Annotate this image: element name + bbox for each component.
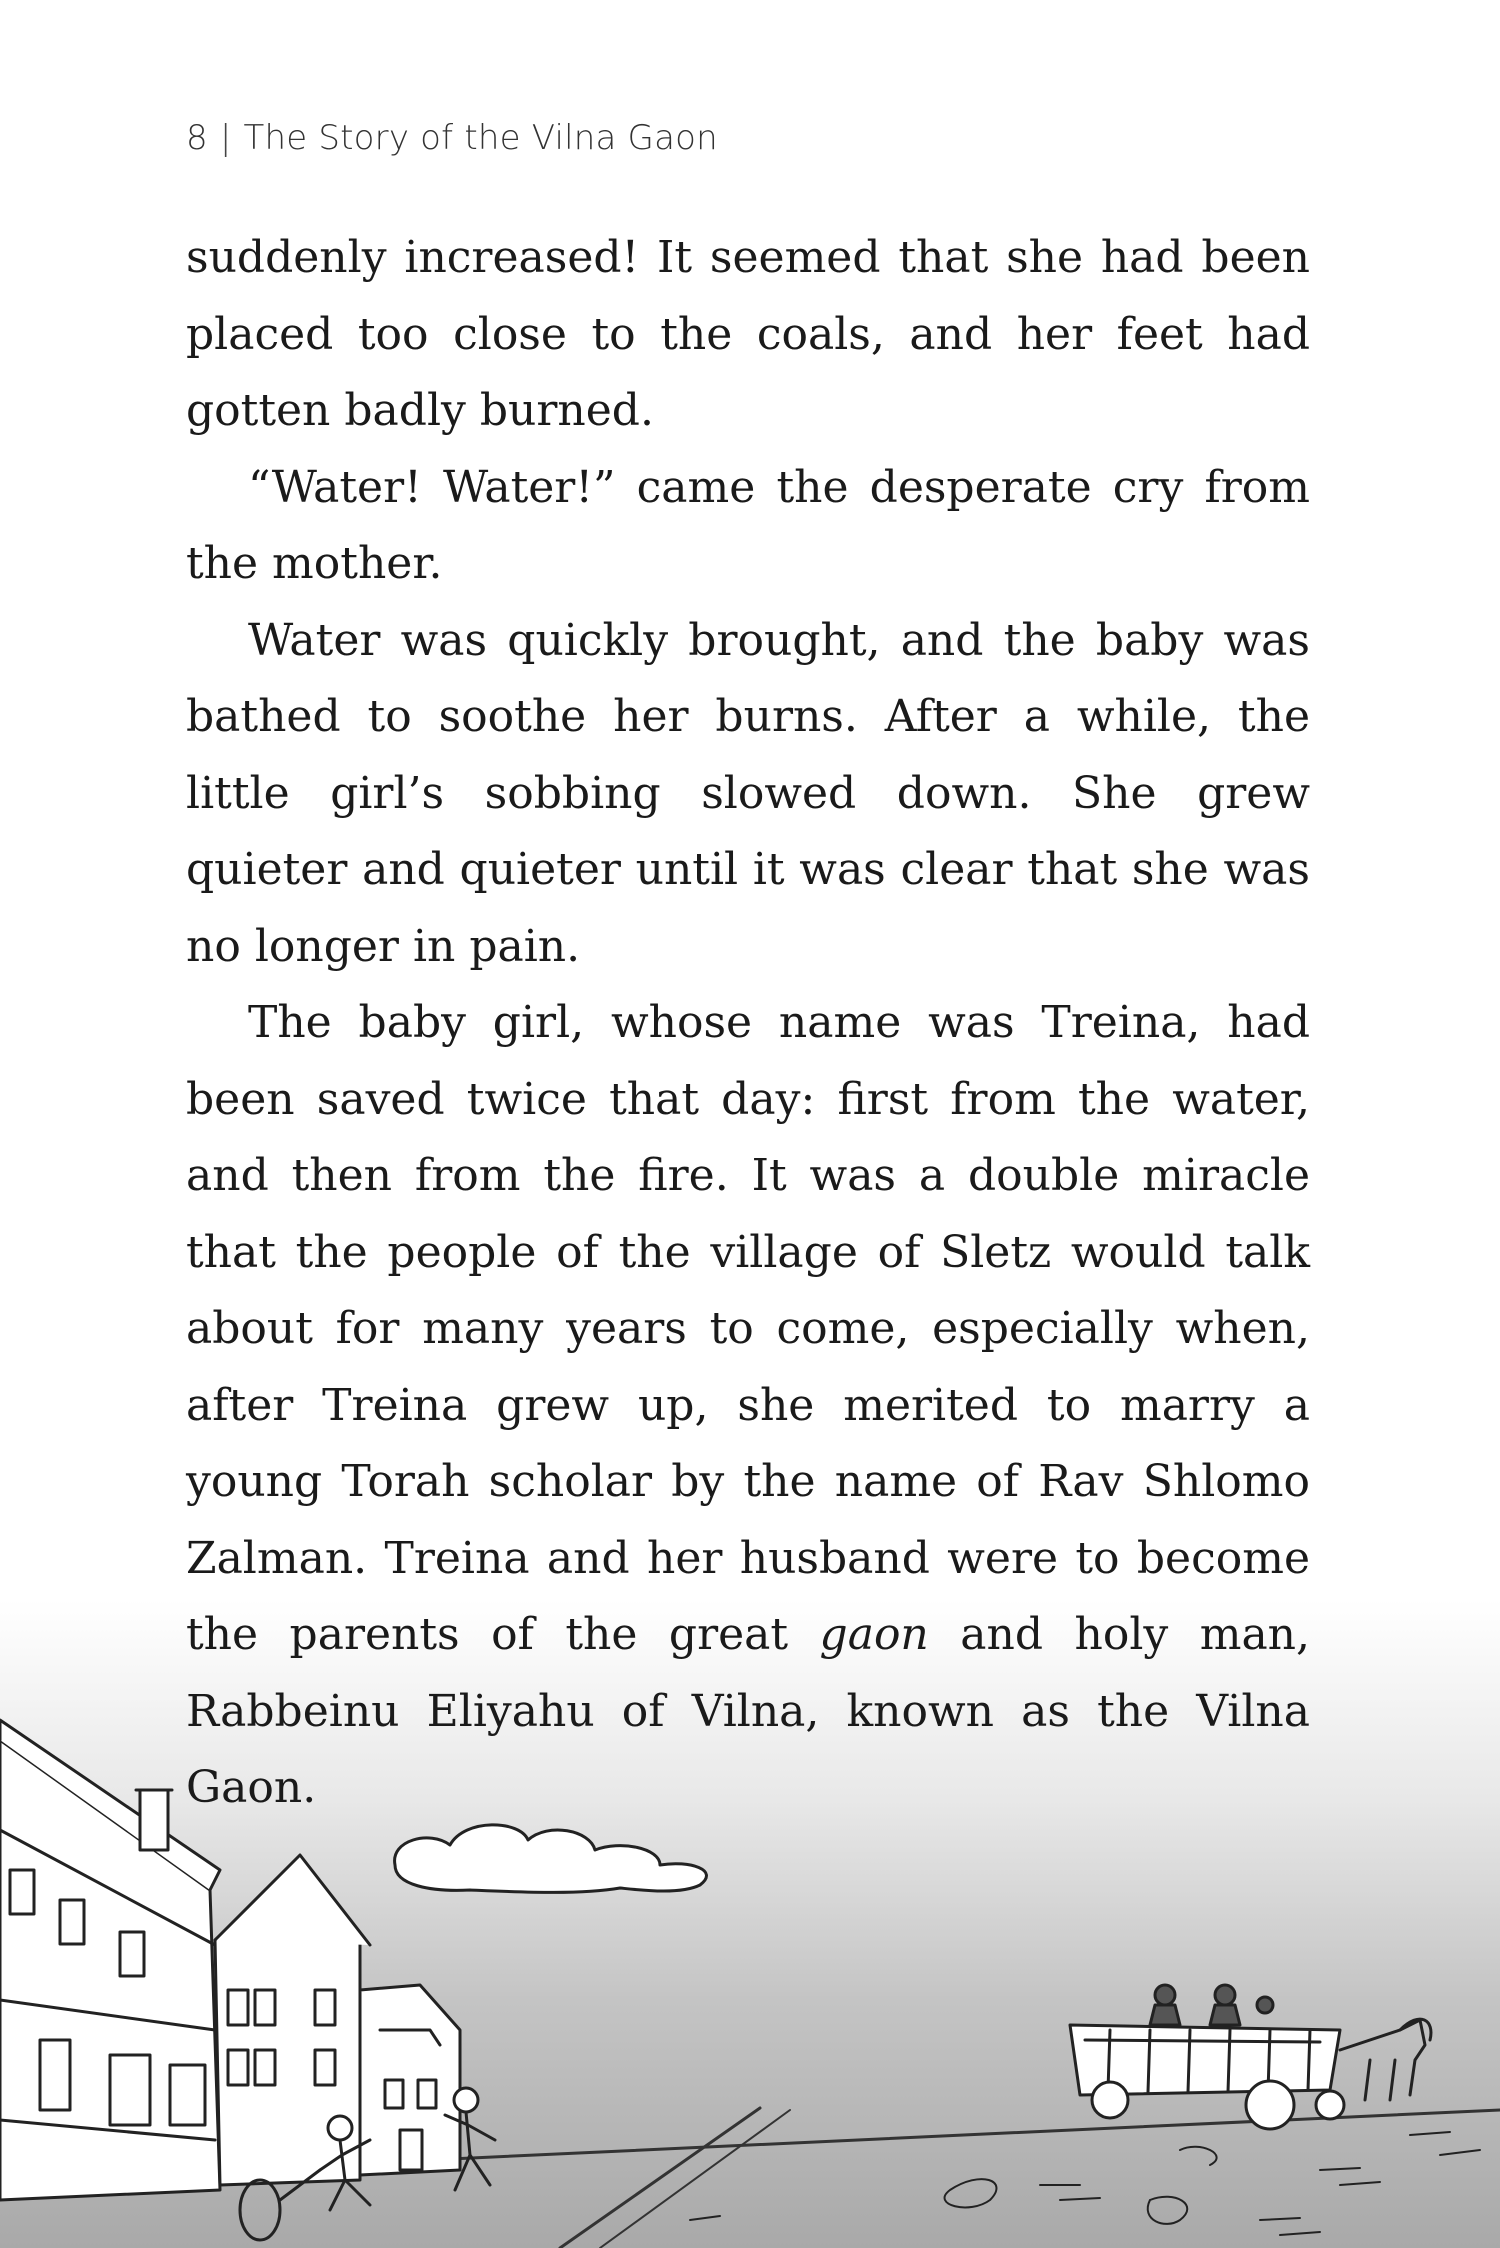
running-header [186,118,718,158]
paragraph-text: Water was quickly brought, and the baby was bathed to soothe her burns. After a while, the little girl’s sobbing slowed down. She grew quieter and quieter until it was clear that she was no longer in pain. [186,614,1310,972]
building-right [360,1985,460,2175]
cloud [395,1825,707,1893]
book-title: The Story of the Vilna Gaon [243,118,718,158]
paragraph [186,220,1310,450]
paragraph [186,450,1310,603]
horse-cart [1070,1985,1431,2129]
page-number: 8 [186,118,208,158]
building-left [0,1720,220,2200]
village-scene-illustration [0,1700,1500,2248]
italic-term: gaon [819,1609,929,1660]
paragraph-text: suddenly increased! It seemed that she had been placed too close to the coals, and her feet had gotten badly burned. [186,232,1310,436]
ground-detail [690,2132,1480,2235]
paragraph [186,603,1310,986]
road-line [560,2108,760,2248]
paragraph-text: and holy man, Rabbeinu Eliyahu of Vilna, known as the Vilna Gaon. [186,1609,1311,1813]
paragraph-text: The baby girl, whose name was Treina, had been saved twice that day: first from the water, and then from the fire. It was a double miracle that the people of the village of Sletz would talk about for many years to come, especially when, after Treina grew up, she merited to marry a young Torah scholar by the name of Rav Shlomo Zalman. Treina and her husband were to become the parents of the great [186,997,1310,1660]
paragraph-text: “Water! Water!” came the desperate cry from the mother. [186,461,1310,589]
header-separator: | [219,118,232,158]
body-text [186,220,1310,1827]
